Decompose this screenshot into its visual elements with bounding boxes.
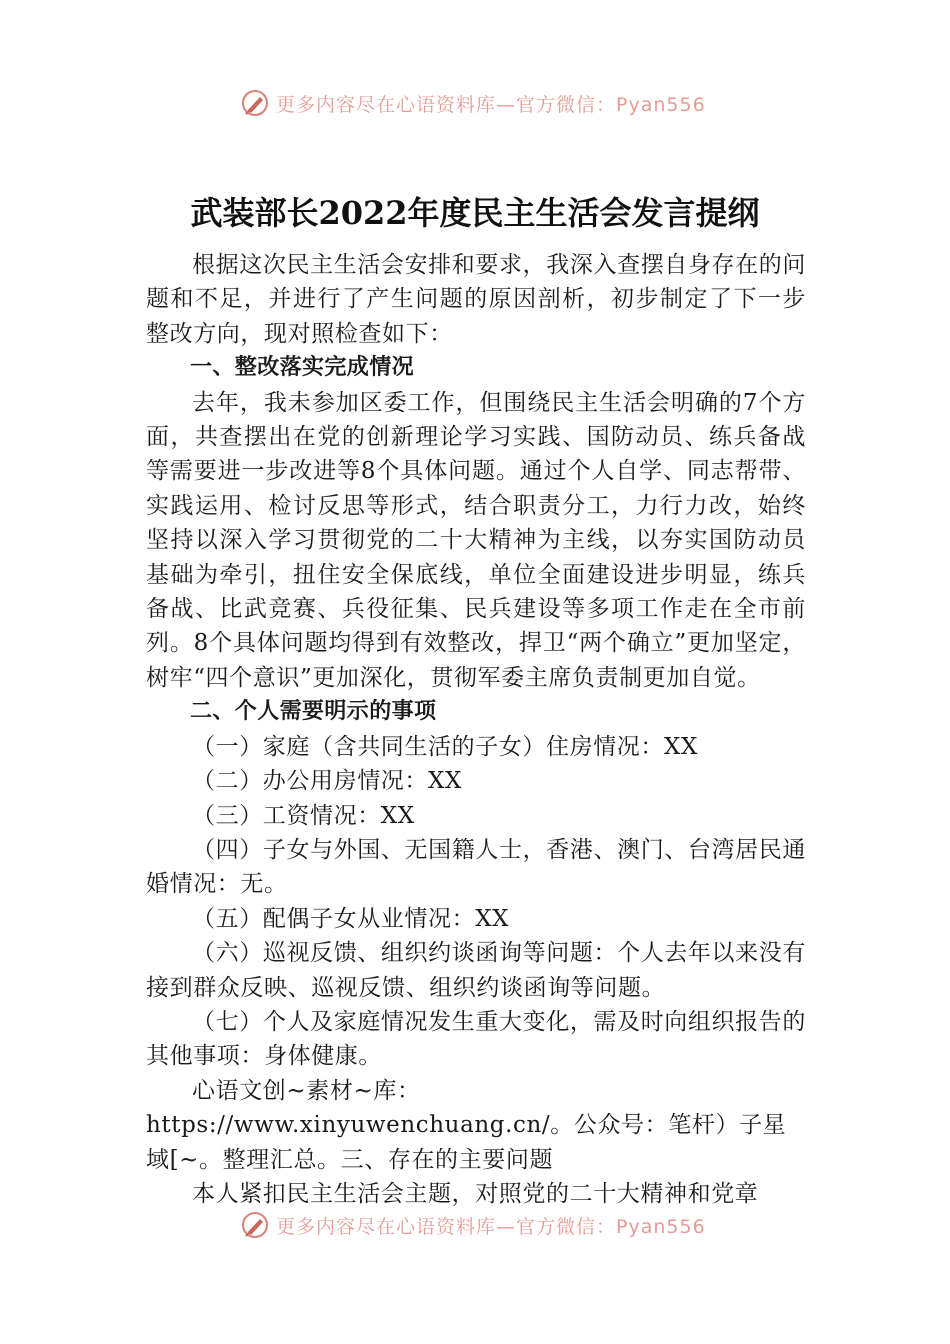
- last-line: 本人紧扣民主生活会主题，对照党的二十大精神和党章: [192, 1180, 759, 1207]
- list-item: （二）办公用房情况：XX: [192, 768, 462, 795]
- list-item: （七）个人及家庭情况发生重大变化，需及时向组织报告的其他事项：身体健康。: [146, 1008, 806, 1070]
- list-item: （六）巡视反馈、组织约谈函询等问题：个人去年以来没有接到群众反映、巡视反馈、组织约谈函询等问题。: [146, 940, 806, 1001]
- watermark-text: 更多内容尽在心语资料库—官方微信：Pyan556: [276, 1215, 706, 1238]
- section-paragraph-1: 去年，我未参加区委工作，但围绕民主生活会明确的7个方面，共查摆出在党的创新理论学习实践、国防动员、练兵备战等需要进一步改进等8个具体问题。通过个人自学、同志帮带、实践运用、检讨反思等形式，结合职责分工，力行力改，始终坚持以深入学习贯彻党的二十大精神为主线，以夯实国防动员基础为牵引，扭住安全保底线，单位全面建设进步明显，练兵备战、比武竞赛、兵役征集、民兵建设等多项工作走在全市前列。8个具体问题均得到有效整改，捍卫“两个确立”更加坚定，树牢“四个意识”更加深化，贯彻军委主席负责制更加自觉。: [146, 389, 806, 691]
- section-heading-1: 一、整改落实完成情况: [190, 355, 415, 381]
- intro-paragraph: 根据这次民主生活会安排和要求，我深入查摆自身存在的问题和不足，并进行了产生问题的原因剖析，初步制定了下一步整改方向，现对照检查如下：: [146, 252, 806, 347]
- list-item: （一）家庭（含共同生活的子女）住房情况：XX: [192, 733, 698, 760]
- watermark-header: [240, 88, 706, 118]
- watermark-footer: [240, 1210, 706, 1240]
- document-title: 武装部长2022年度民主生活会发言提纲: [190, 194, 760, 232]
- pen-logo-icon: [240, 88, 270, 118]
- watermark-text: 更多内容尽在心语资料库—官方微信：Pyan556: [276, 93, 706, 116]
- source-note: 心语文创~素材~库：https://www.xinyuwenchuang.cn/。公众号：笔杆）子星域[~。整理汇总。三、存在的主要问题: [146, 1077, 787, 1173]
- section-heading-2: 二、个人需要明示的事项: [190, 699, 437, 725]
- document-body: [146, 248, 806, 1211]
- list-item: （三）工资情况：XX: [192, 802, 415, 829]
- list-item: （四）子女与外国、无国籍人士，香港、澳门、台湾居民通婚情况：无。: [146, 836, 806, 898]
- pen-logo-icon: [240, 1210, 270, 1240]
- list-item: （五）配偶子女从业情况：XX: [192, 905, 510, 932]
